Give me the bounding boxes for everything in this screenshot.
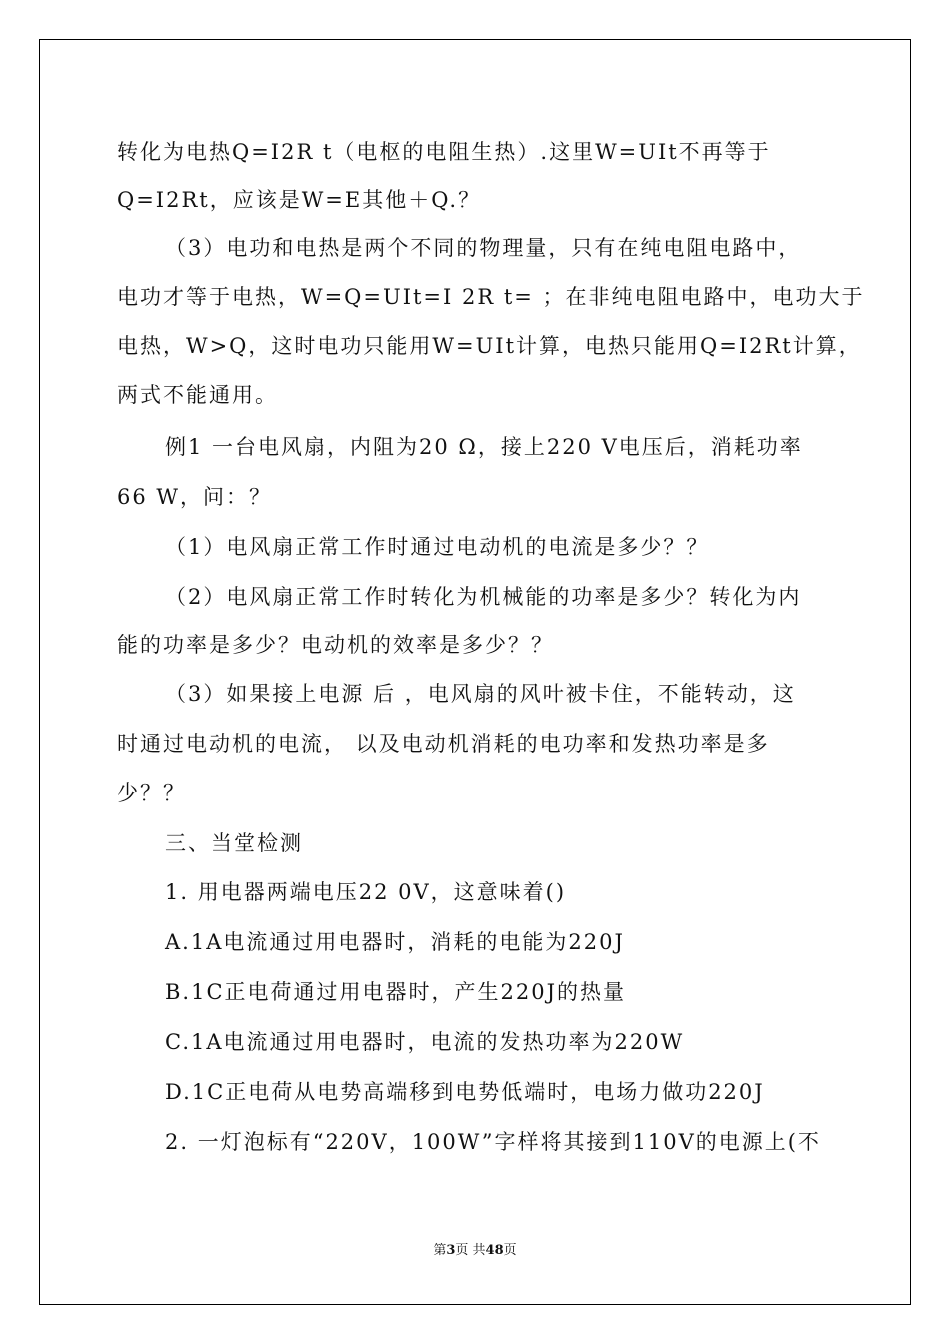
- footer-mid: 页 共: [455, 1243, 486, 1258]
- text-line: 时通过电动机的电流， 以及电动机消耗的电功率和发热功率是多: [117, 732, 770, 756]
- footer-prefix: 第: [433, 1243, 447, 1258]
- text-line: 少？？: [117, 781, 186, 805]
- page-border: [39, 39, 911, 1305]
- question-line: 2. 一灯泡标有“220V，100W”字样将其接到110V的电源上(不: [165, 1130, 821, 1154]
- text-line: 转化为电热Q=I2R t（电枢的电阻生热）.这里W=UIt不再等于: [117, 140, 771, 164]
- text-line: Q=I2Rt，应该是W=E其他＋Q.？: [117, 188, 482, 212]
- footer-suffix: 页: [503, 1243, 517, 1258]
- text-line: 能的功率是多少？电动机的效率是多少？？: [117, 633, 554, 657]
- text-line: （2）电风扇正常工作时转化为机械能的功率是多少？转化为内: [165, 585, 802, 609]
- text-line: 电热，W>Q，这时电功只能用W=UIt计算，电热只能用Q=I2Rt计算，: [117, 334, 862, 358]
- text-line: 66 W，问：？: [117, 485, 272, 509]
- text-line: 例1 一台电风扇，内阻为20 Ω，接上220 V电压后，消耗功率: [165, 435, 803, 459]
- option-d: D.1C正电荷从电势高端移到电势低端时，电场力做功220J: [165, 1080, 765, 1104]
- section-heading: 三、当堂检测: [165, 831, 303, 855]
- page-number: 3: [446, 1243, 456, 1258]
- text-line: （3）电功和电热是两个不同的物理量，只有在纯电阻电路中，: [165, 236, 802, 260]
- option-b: B.1C正电荷通过用电器时，产生220J的热量: [165, 980, 627, 1004]
- text-line: 两式不能通用。: [117, 383, 278, 407]
- option-c: C.1A电流通过用电器时，电流的发热功率为220W: [165, 1030, 685, 1054]
- text-line: 电功才等于电热，W=Q=UIt=I 2R t= ；在非纯电阻电路中，电功大于: [117, 285, 865, 309]
- total-pages: 48: [485, 1243, 504, 1258]
- text-line: （3）如果接上电源 后 ，电风扇的风叶被卡住，不能转动，这: [165, 682, 796, 706]
- page-footer: [0, 1243, 950, 1259]
- text-line: （1）电风扇正常工作时通过电动机的电流是多少？？: [165, 535, 710, 559]
- question-line: 1. 用电器两端电压22 0V，这意味着(): [165, 880, 567, 904]
- option-a: A.1A电流通过用电器时，消耗的电能为220J: [165, 930, 625, 954]
